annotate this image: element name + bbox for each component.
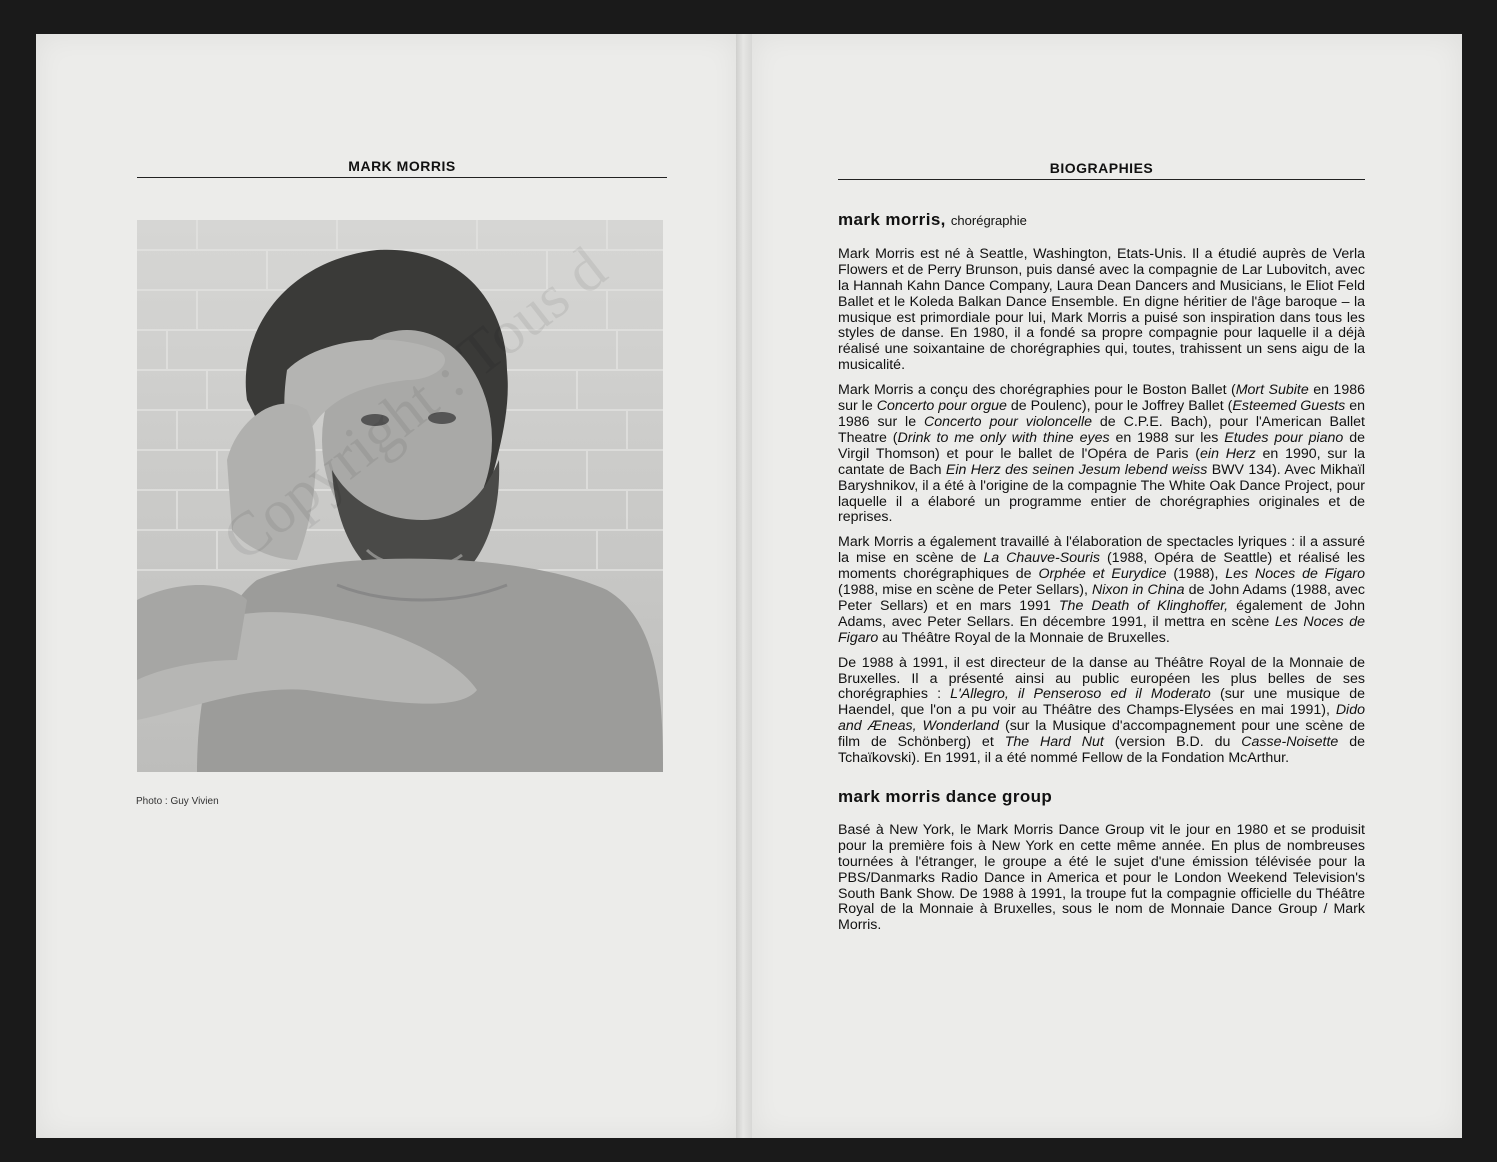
text-span: (1988, mise en scène de Peter Sellars), xyxy=(838,582,1093,599)
work-title: Etudes pour piano xyxy=(1224,429,1344,446)
portrait-photo xyxy=(137,220,663,772)
work-title: Drink to me only with thine eyes xyxy=(897,429,1110,446)
text-span: (sur la Musique d'accompagnement pour une scène de film de Schönberg) et xyxy=(838,718,1365,751)
work-title: The Hard Nut xyxy=(1004,734,1104,751)
work-title: Mort Subite xyxy=(1235,382,1309,399)
running-head-left: MARK MORRIS xyxy=(137,158,667,178)
text-span: BWV 134). Avec Mikhaïl Baryshnikov, il a été à l'origine de la compagnie The White Oak Dance Project, pour laquelle il a élaboré un programme entier de chorégraphies originales et de reprises. xyxy=(838,461,1365,526)
text-span: de John Adams (1988, avec Peter Sellars) et en mars 1991 xyxy=(838,582,1365,614)
text-span: en 1988 sur les xyxy=(1109,429,1225,446)
text-span: De 1988 à 1991, il est directeur de la danse au Théâtre Royal de la Monnaie de Bruxelles. Il a présenté ainsi au public européen les plus belles de ses chorégraphies : xyxy=(838,654,1365,703)
work-title: Dido and Æneas, Wonderland xyxy=(838,702,1365,735)
bio-paragraph-1: Mark Morris est né à Seattle, Washington, Etats-Unis. Il a étudié auprès de Verla Flowers et de Perry Brunson, puis dansé avec la compagnie de Lar Lubovitch, avec la Hannah Kahn Dance Company, Laura Dean Dancers and Musicians, le Eliot Feld Ballet et le Koleda Balkan Dance Ensemble. En digne héritier de l'âge baroque – la musique est primordiale pour lui, Mark Morris a puisé son inspiration dans tous les styles de danse. En 1980, il a fondé sa propre compagnie pour laquelle il a déjà réalisé une soixantaine de chorégraphies qui, toutes, trahissent un sens aigu de la musicalité. xyxy=(838,245,1365,374)
text-span: Mark Morris a conçu des chorégraphies pour le Boston Ballet ( xyxy=(838,382,1236,399)
work-title: Nixon in China xyxy=(1092,582,1185,599)
biography-text xyxy=(838,212,1365,943)
text-span: de Tchaïkovski). En 1991, il a été nommé Fellow de la Fondation McArthur. xyxy=(838,734,1365,767)
text-span: Mark Morris a également travaillé à l'élaboration de spectacles lyriques : il a assuré la mise en scène de xyxy=(838,534,1365,567)
work-title: Concerto pour orgue xyxy=(876,398,1007,415)
work-title: Casse-Noisette xyxy=(1241,734,1339,751)
running-head-right: BIOGRAPHIES xyxy=(838,160,1365,180)
left-page xyxy=(36,34,738,1138)
photo-caption: Photo : Guy Vivien xyxy=(136,796,219,807)
work-title: The Death of Klinghoffer, xyxy=(1058,597,1229,614)
text-span: (1988), xyxy=(1166,566,1226,583)
work-title: Concerto pour violoncelle xyxy=(924,413,1092,430)
portrait-illustration xyxy=(137,220,663,772)
text-span: en 1986 sur le xyxy=(838,398,1365,430)
section-heading-mark-morris xyxy=(838,212,1365,229)
heading-role: chorégraphie xyxy=(950,213,1027,228)
bio-paragraph-3 xyxy=(838,535,1365,646)
text-span: au Théâtre Royal de la Monnaie de Bruxelles. xyxy=(878,629,1170,646)
text-span: (sur une musique de Haendel, que l'on a pu voir au Théâtre des Champs-Elysées en mai 1991), xyxy=(838,686,1365,719)
text-span: également de John Adams, avec Peter Sellars. En décembre 1991, il mettra en scène xyxy=(838,597,1365,630)
group-paragraph-1: Basé à New York, le Mark Morris Dance Group vit le jour en 1980 et se produisit pour la première fois à New York en cette même année. En plus de nombreuses tournées à l'étranger, le groupe a été le sujet d'une émission télévisée pour la PBS/Danmarks Radio Dance in America et pour le London Weekend Television's South Bank Show. De 1988 à 1991, la troupe fut la compagnie officielle du Théâtre Royal de la Monnaie à Bruxelles, sous le nom de Monnaie Dance Group / Mark Morris. xyxy=(838,821,1365,934)
heading-name: mark morris, xyxy=(838,210,946,229)
text-span: de Poulenc), pour le Joffrey Ballet ( xyxy=(1006,398,1233,415)
work-title: Ein Herz des seinen Jesum lebend weiss xyxy=(945,461,1208,478)
text-span: de Virgil Thomson) et pour le ballet de l'Opéra de Paris ( xyxy=(838,429,1366,462)
text-span: (1988, Opéra de Seattle) et réalisé les moments chorégraphiques de xyxy=(838,550,1365,583)
work-title: Esteemed Guests xyxy=(1232,398,1346,415)
work-title: L'Allegro, il Penseroso ed il Moderato xyxy=(950,686,1211,703)
text-span: de C.P.E. Bach), pour l'American Ballet Theatre ( xyxy=(838,413,1365,446)
work-title: Les Noces de Figaro xyxy=(1225,566,1365,583)
work-title: La Chauve-Souris xyxy=(983,550,1100,567)
bio-paragraph-2 xyxy=(838,383,1365,526)
section-heading-dance-group: mark morris dance group xyxy=(838,787,1053,806)
text-span: en 1986 sur le xyxy=(838,382,1365,415)
work-title: Les Noces de Figaro xyxy=(838,613,1365,646)
text-span: (version B.D. du xyxy=(1103,734,1242,751)
work-title: ein Herz xyxy=(1200,445,1256,462)
work-title: Orphée et Eurydice xyxy=(1038,566,1167,583)
right-page xyxy=(752,34,1462,1138)
bio-paragraph-4 xyxy=(838,656,1365,767)
text-span: en 1990, sur la cantate de Bach xyxy=(838,445,1365,478)
